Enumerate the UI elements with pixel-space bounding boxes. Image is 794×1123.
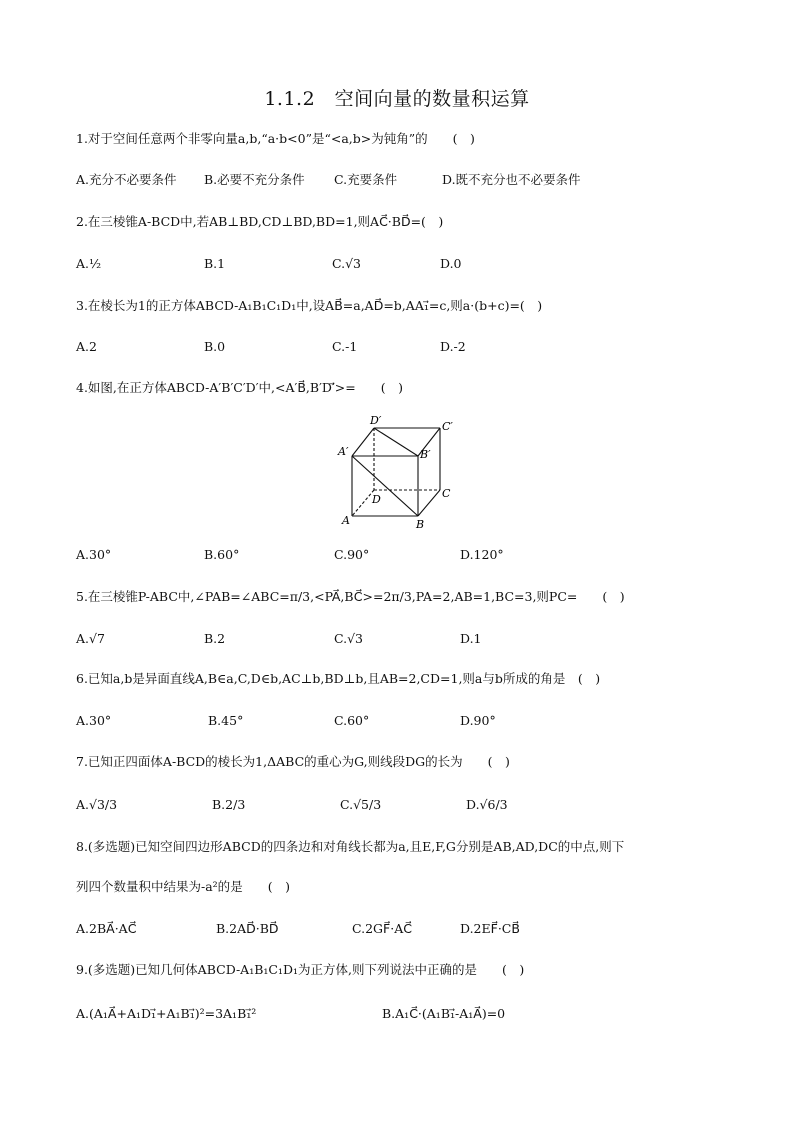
- q2-option-d: D.0: [440, 256, 462, 271]
- question-7-stem: 7.已知正四面体A-BCD的棱长为1,ΔABC的重心为G,则线段DG的长为 ( ): [76, 754, 510, 769]
- label-a1: A′: [338, 445, 349, 458]
- q3-option-c: C.-1: [332, 339, 358, 354]
- question-8-stem-continued: 列四个数量积中结果为-a²的是 ( ): [76, 879, 290, 894]
- question-3-stem: 3.在棱长为1的正方体ABCD-A₁B₁C₁D₁中,设AB⃗=a,AD⃗=b,AA₁⃗=c,则a·(b+c)=( ): [76, 298, 543, 313]
- cube-figure: [330, 412, 470, 530]
- label-d1: D′: [370, 414, 382, 427]
- q6-option-b: B.45°: [208, 713, 244, 728]
- q7-option-c: C.√5/3: [340, 797, 382, 812]
- q4-option-c: C.90°: [334, 547, 370, 562]
- q3-option-d: D.-2: [440, 339, 466, 354]
- question-4-stem: 4.如图,在正方体ABCD-A′B′C′D′中,<A′B⃗,B′D′⃗>= ( ): [76, 380, 403, 395]
- edge-a1d1: [352, 428, 374, 456]
- q6-option-c: C.60°: [334, 713, 370, 728]
- label-c: C: [442, 487, 451, 500]
- q4-option-a: A.30°: [76, 547, 112, 562]
- cube-diagram: [330, 412, 470, 530]
- question-2-stem: 2.在三棱锥A-BCD中,若AB⊥BD,CD⊥BD,BD=1,则AC⃗·BD⃗=( ): [76, 214, 444, 229]
- q5-option-a: A.√7: [76, 631, 105, 646]
- label-b1: B′: [420, 448, 431, 461]
- q1-option-b: B.必要不充分条件: [204, 172, 305, 187]
- q8-option-b: B.2AD⃗·BD⃗: [216, 921, 279, 936]
- edge-cb: [418, 490, 440, 516]
- q4-option-b: B.60°: [204, 547, 240, 562]
- label-d: D: [372, 493, 381, 506]
- hidden-edge-da: [352, 490, 374, 516]
- q9-option-b: B.A₁C⃗·(A₁B₁⃗-A₁A⃗)=0: [382, 1006, 506, 1021]
- segment-a1b: [352, 456, 418, 516]
- question-6-stem: 6.已知a,b是异面直线A,B∈a,C,D∈b,AC⊥b,BD⊥b,且AB=2,CD=1,则a与b所成的角是 ( ): [76, 671, 601, 686]
- q4-option-d: D.120°: [460, 547, 504, 562]
- label-b: B: [416, 518, 425, 530]
- q5-option-d: D.1: [460, 631, 482, 646]
- label-c1: C′: [442, 420, 453, 433]
- q3-option-b: B.0: [204, 339, 226, 354]
- segment-d1b1: [374, 428, 418, 456]
- q2-option-b: B.1: [204, 256, 226, 271]
- question-5-stem: 5.在三棱锥P-ABC中,∠PAB=∠ABC=π/3,<PA⃗,BC⃗>=2π/3,PA=2,AB=1,BC=3,则PC= ( ): [76, 589, 625, 604]
- q3-option-a: A.2: [76, 339, 97, 354]
- q2-option-c: C.√3: [332, 256, 362, 271]
- q5-option-c: C.√3: [334, 631, 364, 646]
- q7-option-b: B.2/3: [212, 797, 246, 812]
- q5-option-b: B.2: [204, 631, 226, 646]
- question-8-stem: 8.(多选题)已知空间四边形ABCD的四条边和对角线长都为a,且E,F,G分别是AB,AD,DC的中点,则下: [76, 839, 625, 854]
- q7-option-d: D.√6/3: [466, 797, 508, 812]
- question-1-stem: 1.对于空间任意两个非零向量a,b,“a·b<0”是“<a,b>为钝角”的 ( ): [76, 131, 475, 146]
- q1-option-c: C.充要条件: [334, 172, 398, 187]
- q8-option-a: A.2BA⃗·AC⃗: [76, 921, 137, 936]
- q1-option-d: D.既不充分也不必要条件: [442, 172, 581, 187]
- q8-option-c: C.2GF⃗·AC⃗: [352, 921, 412, 936]
- page-title: 1.1.2 空间向量的数量积运算: [264, 88, 530, 110]
- q6-option-a: A.30°: [76, 713, 112, 728]
- q7-option-a: A.√3/3: [76, 797, 118, 812]
- q1-option-a: A.充分不必要条件: [76, 172, 177, 187]
- q9-option-a: A.(A₁A⃗+A₁D₁⃗+A₁B₁⃗)²=3A₁B₁⃗²: [76, 1006, 257, 1021]
- question-9-stem: 9.(多选题)已知几何体ABCD-A₁B₁C₁D₁为正方体,则下列说法中正确的是 ( ): [76, 962, 525, 977]
- q2-option-a: A.½: [76, 256, 102, 271]
- label-a: A: [342, 514, 350, 527]
- q8-option-d: D.2EF⃗·CB⃗: [460, 921, 520, 936]
- q6-option-d: D.90°: [460, 713, 496, 728]
